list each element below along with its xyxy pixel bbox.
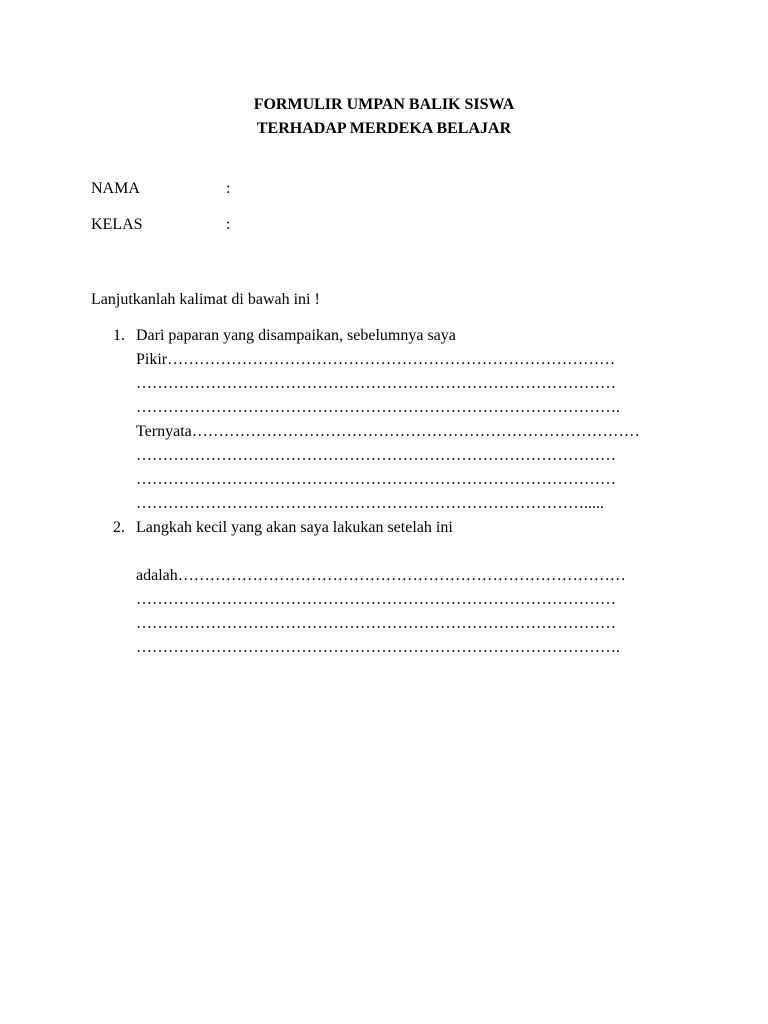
instruction-text: Lanjutkanlah kalimat di bawah ini ! bbox=[91, 291, 320, 308]
nama-colon: : bbox=[226, 180, 231, 197]
kelas-label: KELAS bbox=[91, 216, 143, 233]
question-2-answer-line: ………………………………………………………………………………. bbox=[136, 639, 620, 656]
form-title-line-2: TERHADAP MERDEKA BELAJAR bbox=[256, 120, 512, 137]
nama-label: NAMA bbox=[91, 180, 140, 197]
question-2-answer-line: ……………………………………………………………………………… bbox=[136, 591, 616, 608]
question-2-number: 2. bbox=[113, 519, 125, 536]
question-1-number: 1. bbox=[113, 327, 125, 344]
kelas-colon: : bbox=[226, 216, 231, 233]
question-1-answer-line: …………………………………………………………………………..... bbox=[136, 495, 604, 512]
form-title-line-1: FORMULIR UMPAN BALIK SISWA bbox=[253, 96, 515, 113]
question-1-answer-line: Ternyata………………………………………………………………………… bbox=[136, 423, 640, 440]
question-1-answer-line: ……………………………………………………………………………… bbox=[136, 375, 616, 392]
question-2-answer-line: adalah………………………………………………………………………… bbox=[136, 567, 626, 584]
question-1-prompt: Dari paparan yang disampaikan, sebelumnya saya bbox=[136, 327, 456, 344]
question-2-prompt: Langkah kecil yang akan saya lakukan setelah ini bbox=[136, 519, 453, 536]
question-2-answer-line: ……………………………………………………………………………… bbox=[136, 615, 616, 632]
question-1-answer-line: Pikir………………………………………………………………………… bbox=[136, 351, 616, 368]
question-1-answer-line: ………………………………………………………………………………. bbox=[136, 399, 620, 416]
question-1-answer-line: ……………………………………………………………………………… bbox=[136, 447, 616, 464]
question-1-answer-line: ……………………………………………………………………………… bbox=[136, 471, 616, 488]
